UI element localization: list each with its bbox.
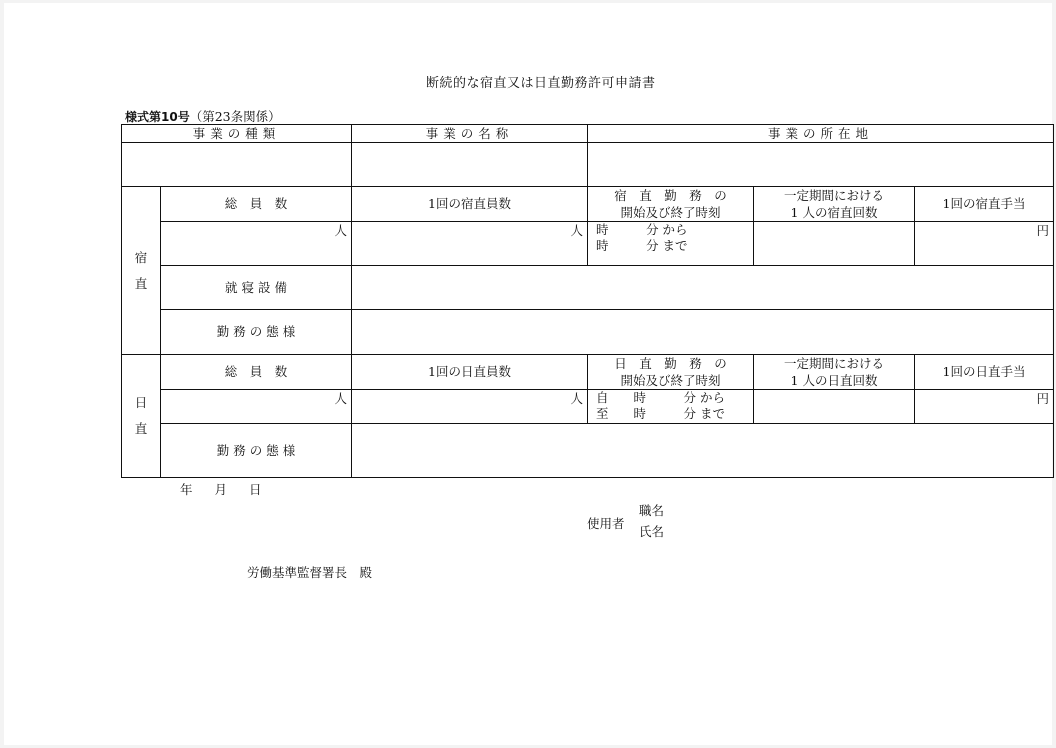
business-type-field[interactable] [122, 143, 352, 187]
document-title: 断続的な宿直又は日直勤務許可申請書 [426, 76, 656, 91]
nichi-allowance-field[interactable] [915, 390, 1054, 424]
shuku-allowance-label: 1回の宿直手当 [915, 187, 1054, 222]
header-business-type: 事業の種類 [122, 125, 352, 143]
section-label-nicchoku [122, 355, 161, 478]
shuku-sleeping-facility-label: 就 寝 設 備 [161, 266, 352, 310]
header-business-location: 事業の所在地 [588, 125, 1054, 143]
shuku-count-field[interactable] [754, 222, 915, 266]
nichi-time-to: 至 時 分 まで [596, 406, 725, 421]
employer-label: 使用者 [587, 516, 625, 531]
shuku-work-mode-field[interactable] [352, 310, 1054, 355]
nichi-total-staff-field[interactable] [161, 390, 352, 424]
shuku-sleeping-facility-field[interactable] [352, 266, 1054, 310]
header-business-name: 事業の名称 [352, 125, 588, 143]
shuku-per-shift-field[interactable] [352, 222, 588, 266]
nichi-unit-yen: 円 [1036, 391, 1049, 406]
nichi-allowance-label: 1回の日直手当 [915, 355, 1054, 390]
nichi-per-shift-field[interactable] [352, 390, 588, 424]
shuku-time-field[interactable] [588, 222, 754, 266]
application-form-table [121, 124, 1054, 478]
nichi-time-from: 自 時 分 から [596, 390, 725, 405]
shuku-start-end-line-2: 開始及び終了時刻 [620, 205, 721, 220]
section-label-shukuchoku-1: 宿 [134, 249, 148, 265]
nichi-count-field[interactable] [754, 390, 915, 424]
shuku-count-line-1: 一定期間における [783, 188, 884, 203]
shuku-allowance-field[interactable] [915, 222, 1054, 266]
nichi-unit-people: 人 [334, 391, 347, 406]
nichi-work-mode-field[interactable] [352, 424, 1054, 478]
nichi-start-end-line-1: 日 直 勤 務 の [614, 356, 727, 371]
shuku-time-from: 時 分 から [596, 222, 688, 237]
section-label-nicchoku-2: 直 [134, 421, 148, 436]
name-label: 氏名 [639, 524, 665, 539]
shuku-time-to: 時 分 まで [596, 238, 688, 253]
business-name-field[interactable] [352, 143, 588, 187]
section-label-nicchoku-1: 日 [134, 395, 148, 410]
nichi-count-line-1: 一定期間における [783, 356, 884, 371]
addressee: 労働基準監督署長 殿 [247, 565, 373, 580]
business-location-field[interactable] [588, 143, 1054, 187]
shuku-start-end-label [588, 187, 754, 222]
shuku-count-line-2: 1 人の宿直回数 [790, 205, 878, 220]
shuku-unit-people-2: 人 [570, 223, 583, 238]
shuku-work-mode-label: 勤 務 の 態 様 [161, 310, 352, 355]
form-number: 様式第10号 [125, 110, 190, 124]
position-label: 職名 [639, 503, 665, 518]
form-number-line [125, 107, 281, 125]
nichi-time-field[interactable] [588, 390, 754, 424]
section-label-shukuchoku [122, 187, 161, 355]
nichi-start-end-label [588, 355, 754, 390]
date-line[interactable]: 年 月 日 [180, 482, 262, 497]
form-reference: （第23条関係） [189, 109, 281, 124]
shuku-start-end-line-1: 宿 直 勤 務 の [614, 188, 727, 203]
nichi-per-shift-label: 1回の日直員数 [352, 355, 588, 390]
nichi-unit-people-2: 人 [570, 391, 583, 406]
nichi-start-end-line-2: 開始及び終了時刻 [620, 373, 721, 388]
section-label-shukuchoku-2: 直 [134, 275, 148, 291]
shuku-unit-yen: 円 [1036, 223, 1049, 238]
nichi-work-mode-label: 勤 務 の 態 様 [161, 424, 352, 478]
shuku-total-staff-label: 総 員 数 [161, 187, 352, 222]
shuku-count-label [754, 187, 915, 222]
nichi-count-label [754, 355, 915, 390]
shuku-unit-people: 人 [334, 223, 347, 238]
shuku-per-shift-label: 1回の宿直員数 [352, 187, 588, 222]
nichi-total-staff-label: 総 員 数 [161, 355, 352, 390]
shuku-total-staff-field[interactable] [161, 222, 352, 266]
nichi-count-line-2: 1 人の日直回数 [790, 373, 878, 388]
